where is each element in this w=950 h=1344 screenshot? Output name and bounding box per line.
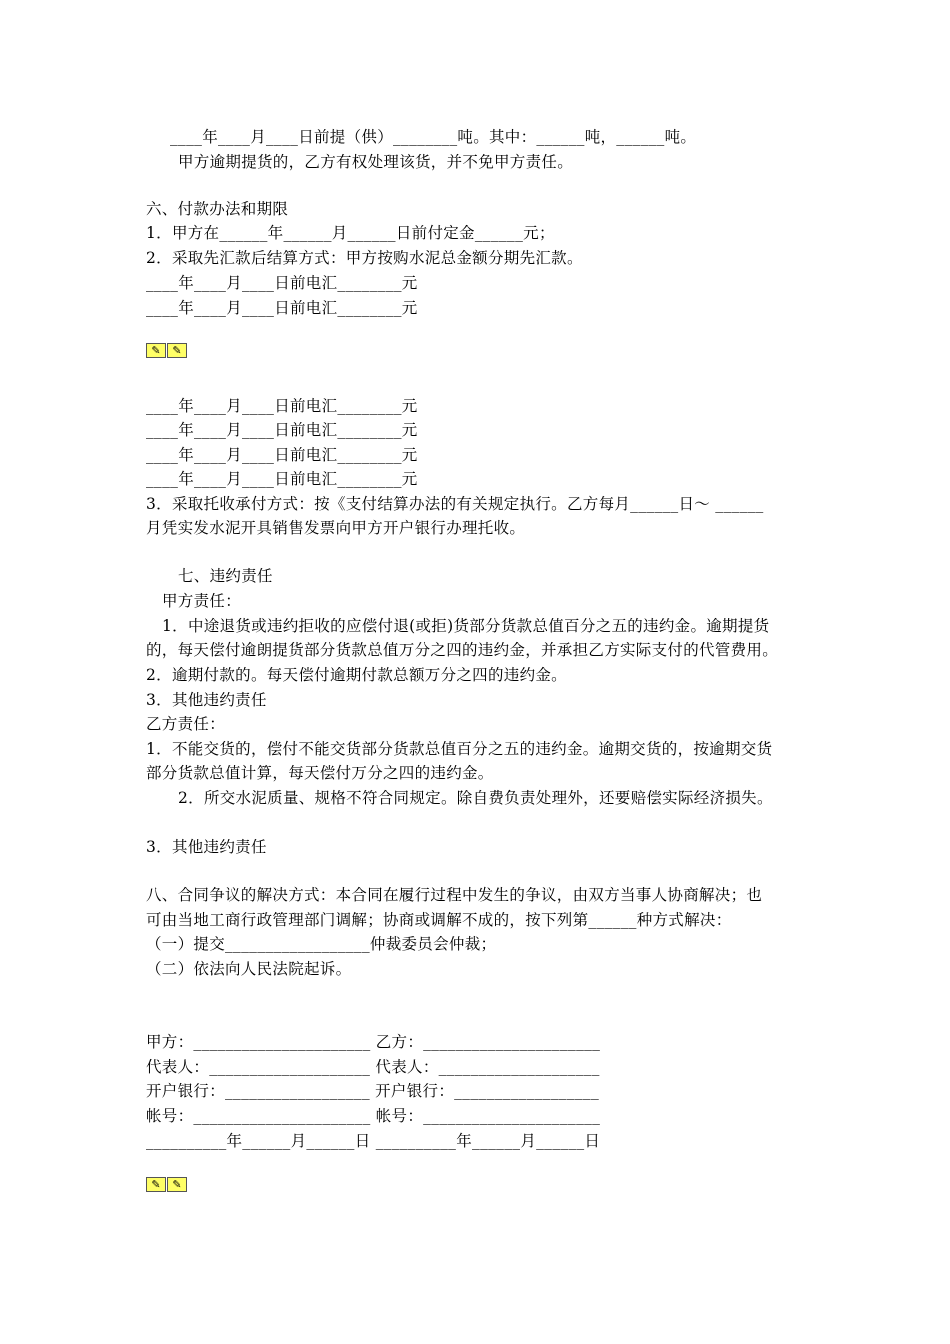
deposit-line: 1．甲方在______年______月______日前付定金______元； (146, 224, 555, 242)
party-b-clause-2: 2．所交水泥质量、规格不符合同规定。除自费负责处理外，还要赔偿实际经济损失。 (178, 789, 773, 807)
section-six-heading: 六、付款办法和期限 (146, 200, 289, 218)
party-a-clause-1: 1．中途退货或违约拒收的应偿付退(或拒)货部分货款总值百分之五的违约金。逾期提货 (162, 617, 770, 635)
overdue-pickup-text: 甲方逾期提货的，乙方有权处理该货，并不免甲方责任。 (178, 153, 574, 171)
remit-line: ____年____月____日前电汇________元 (146, 299, 418, 317)
edit-icon[interactable]: ✎ (146, 343, 166, 358)
collection-method-line: 3．采取托收承付方式：按《支付结算办法的有关规定执行。乙方每月______日～ ______ (146, 495, 764, 513)
section-seven-heading: 七、违约责任 (178, 567, 273, 585)
remit-line: ____年____月____日前电汇________元 (146, 446, 418, 464)
party-a-clause-1-cont: 的，每天偿付逾朗提货部分货款总值万分之四的违约金，并承担乙方实际支付的代管费用。 (146, 641, 779, 659)
remit-line: ____年____月____日前电汇________元 (146, 421, 418, 439)
party-b-clause-1: 1．不能交货的，偿付不能交货部分货款总值百分之五的违约金。逾期交货的，按逾期交货 (146, 740, 773, 758)
section-eight-line-2: 可由当地工商行政管理部门调解；协商或调解不成的，按下列第______种方式解决： (146, 911, 732, 929)
prepay-method-line: 2．采取先汇款后结算方式：甲方按购水泥总金额分期先汇款。 (146, 249, 583, 267)
signature-representative-line: 代表人：____________________ 代表人：____________________ (146, 1058, 600, 1076)
edit-icon[interactable]: ✎ (146, 1177, 166, 1192)
collection-method-line-2: 月凭实发水泥开具销售发票向甲方开户银行办理托收。 (146, 519, 526, 537)
party-b-liability-heading: 乙方责任： (146, 715, 226, 733)
edit-icon[interactable]: ✎ (167, 343, 187, 358)
signature-account-line: 帐号：______________________ 帐号：______________________ (146, 1107, 601, 1125)
party-b-clause-1-cont: 部分货款总值计算，每天偿付万分之四的违约金。 (146, 764, 494, 782)
signature-date-line: __________年______月______日 __________年______月______日 (146, 1132, 601, 1150)
arbitration-option: （一）提交__________________仲裁委员会仲裁； (146, 935, 497, 953)
party-a-liability-heading: 甲方责任： (162, 592, 242, 610)
signature-party-line: 甲方：______________________ 乙方：______________________ (146, 1033, 601, 1051)
remit-line: ____年____月____日前电汇________元 (146, 470, 418, 488)
remit-line: ____年____月____日前电汇________元 (146, 274, 418, 292)
delivery-date-line: ____年____月____日前提（供）________吨。其中：______吨，______吨。 (170, 128, 697, 146)
section-eight-line-1: 八、合同争议的解决方式：本合同在履行过程中发生的争议，由双方当事人协商解决；也 (146, 886, 763, 904)
party-a-clause-3: 3．其他违约责任 (146, 691, 267, 709)
edit-icons-top (146, 343, 187, 358)
party-a-clause-2: 2．逾期付款的。每天偿付逾期付款总额万分之四的违约金。 (146, 666, 567, 684)
signature-bank-line: 开户银行：__________________ 开户银行：__________________ (146, 1082, 600, 1100)
party-b-clause-3: 3．其他违约责任 (146, 838, 267, 856)
edit-icon[interactable]: ✎ (167, 1177, 187, 1192)
edit-icons-bottom (146, 1177, 187, 1192)
court-option: （二）依法向人民法院起诉。 (146, 960, 352, 978)
remit-line: ____年____月____日前电汇________元 (146, 397, 418, 415)
